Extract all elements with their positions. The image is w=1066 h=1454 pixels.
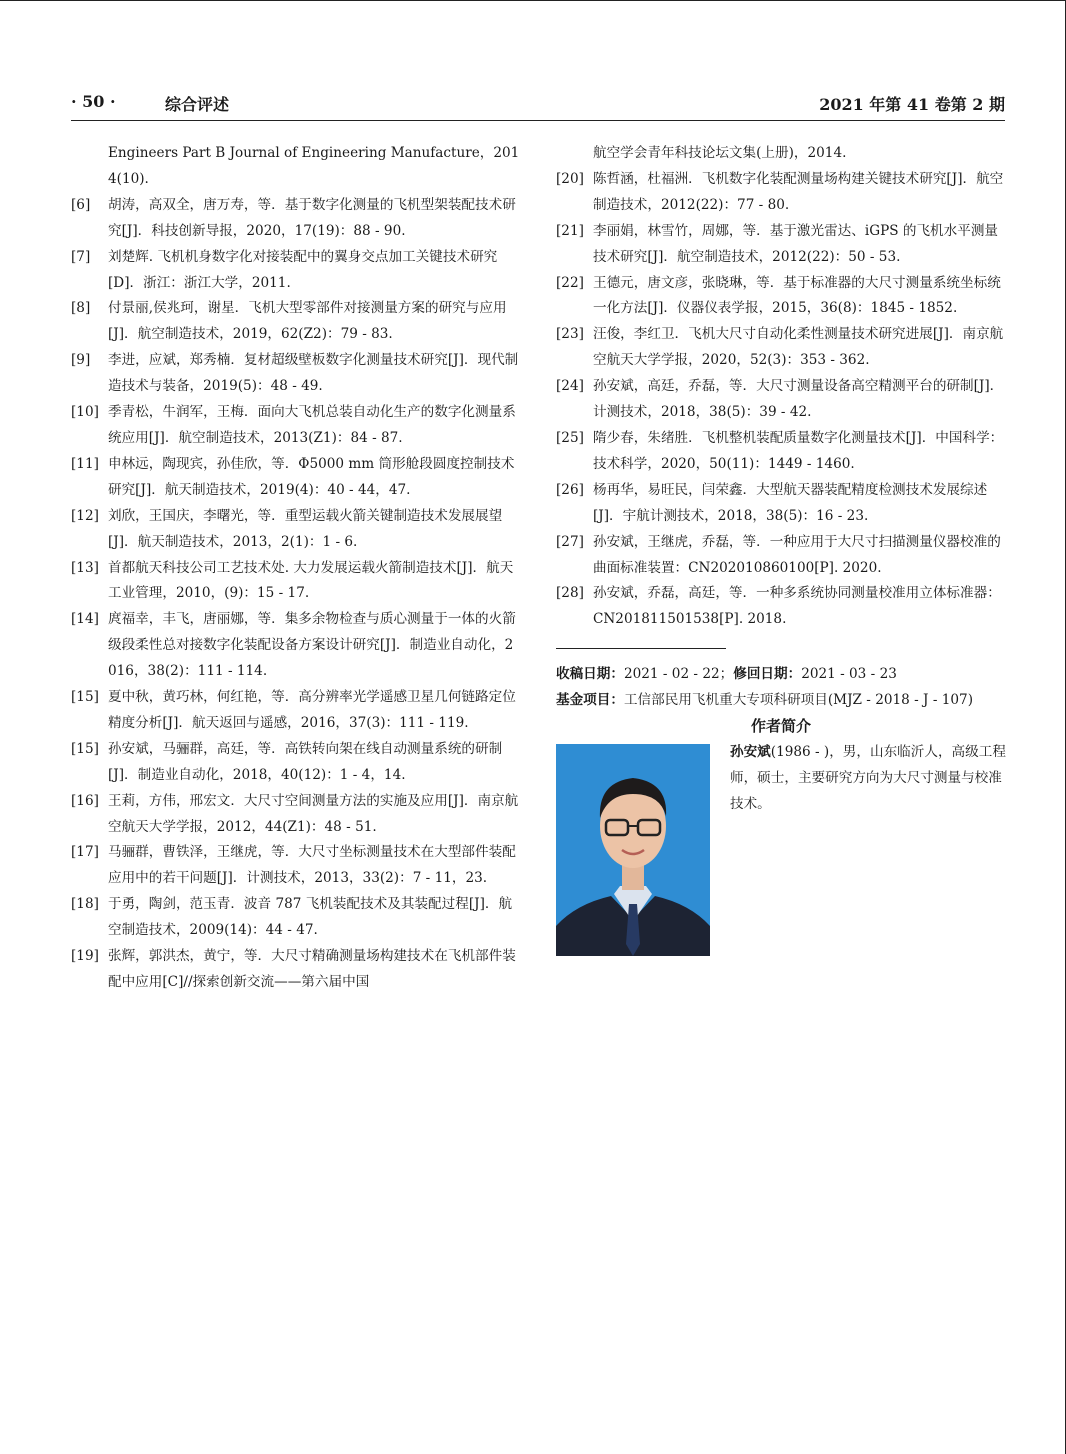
reference-item [71, 193, 520, 245]
reference-item [71, 789, 520, 841]
reference-text: 孙安斌，马骊群，高廷，等．高铁转向架在线自动测量系统的研制[J]．制造业自动化，2018，40(12)：1 - 4，14. [108, 740, 503, 783]
reference-text: 申林远，陶现宾，孙佳欣，等．Φ5000 mm 筒形舱段圆度控制技术研究[J]．航天制造技术，2019(4)：40 - 44，47. [108, 455, 515, 498]
author-bio-title: 作者简介 [750, 717, 811, 736]
reference-item [71, 892, 520, 944]
reference-item [556, 141, 1006, 167]
reference-text: 汪俊，李红卫．飞机大尺寸自动化柔性测量技术研究进展[J]．南京航空航天大学学报，2020，52(3)：353 - 362. [593, 326, 1004, 369]
reference-text: 刘欣，王国庆，李曙光，等．重型运载火箭关键制造技术发展展望[J]．航天制造技术，2013，2(1)：1 - 6. [108, 507, 503, 550]
reference-number: [11] [71, 455, 99, 472]
separator-rule [556, 648, 726, 649]
reference-text: 孙安斌，乔磊，高廷，等．一种多系统协同测量校准用立体标准器：CN201811501538[P]. 2018. [593, 585, 1001, 628]
reference-text: 季青松，牛润军，王梅．面向大飞机总装自动化生产的数字化测量系统应用[J]．航空制造技术，2013(Z1)：84 - 87. [108, 404, 516, 446]
issue-label: 2021 年第 41 卷第 2 期 [819, 95, 1005, 114]
reference-item [556, 271, 1006, 323]
dates-line [556, 662, 1006, 688]
fund-value: 工信部民用飞机重大专项科研项目(MJZ - 2018 - J - 107) [623, 692, 973, 709]
reference-text: 陈哲涵，杜福洲．飞机数字化装配测量场构建关键技术研究[J]．航空制造技术，2012(22)：77 - 80. [593, 170, 1004, 213]
header-rule [71, 120, 1005, 121]
reference-text: 杨再华，易旺民，闫荣鑫．大型航天器装配精度检测技术发展综述[J]．宇航计测技术，2018，38(5)：16 - 23. [593, 481, 988, 524]
author-photo [556, 744, 710, 956]
reference-item [71, 607, 520, 685]
reference-text: 刘楚辉. 飞机机身数字化对接装配中的翼身交点加工关键技术研究[D]．浙江：浙江大学，2011. [108, 248, 498, 291]
reference-item [556, 167, 1006, 219]
reference-number: [16] [71, 792, 99, 809]
reference-number: [13] [71, 559, 99, 576]
page-number: · 50 · [71, 92, 116, 111]
reference-text: 付景丽,侯兆珂，谢星．飞机大型零部件对接测量方案的研究与应用[J]．航空制造技术，2019，62(Z2)：79 - 83. [108, 300, 507, 343]
reference-item [71, 245, 520, 297]
reference-text: Engineers Part B Journal of Engineering Manufacture，2014(10). [108, 145, 520, 187]
references-right-list [556, 141, 1006, 633]
reference-text: 隋少春，朱绪胜．飞机整机装配质量数字化测量技术[J]．中国科学：技术科学，2020，50(11)：1449 - 1460. [593, 429, 1004, 472]
reference-item [556, 219, 1006, 271]
reference-item [71, 296, 520, 348]
reference-number: [12] [71, 507, 99, 524]
reference-number: [15] [71, 740, 99, 757]
reference-item [71, 504, 520, 556]
author-name: 孙安斌 [730, 744, 771, 761]
fund-label: 基金项目： [556, 692, 624, 709]
reference-item [71, 737, 520, 789]
reference-item [556, 426, 1006, 478]
reference-text: 王莉，方伟，邢宏文．大尺寸空间测量方法的实施及应用[J]．南京航空航天大学学报，2012，44(Z1)：48 - 51. [108, 792, 519, 835]
reference-number: [27] [556, 533, 584, 550]
reference-item [556, 478, 1006, 530]
reference-text: 王德元，唐文彦，张晓琳，等．基于标准器的大尺寸测量系统坐标统一化方法[J]．仪器仪表学报，2015，36(8)：1845 - 1852. [593, 274, 1001, 317]
reference-number: [20] [556, 170, 584, 187]
reference-number: [19] [71, 948, 99, 965]
reference-text: 李进，应斌，郑秀楠．复材超级壁板数字化测量技术研究[J]．现代制造技术与装备，2019(5)：48 - 49. [108, 352, 519, 395]
reference-item [71, 556, 520, 608]
reference-item [556, 581, 1006, 633]
reference-number: [26] [556, 481, 584, 498]
reference-number: [6] [71, 196, 91, 213]
reference-item [71, 348, 520, 400]
reference-number: [10] [71, 404, 99, 421]
reference-number: [21] [556, 222, 584, 239]
reference-item [71, 944, 520, 996]
reference-text: 孙安斌，高廷，乔磊，等．大尺寸测量设备高空精测平台的研制[J]．计测技术，2018，38(5)：39 - 42. [593, 378, 1004, 421]
revised-label: 修回日期： [733, 666, 802, 683]
reference-item [556, 322, 1006, 374]
reference-text: 胡涛，高双全，唐万寿，等．基于数字化测量的飞机型架装配技术研究[J]．科技创新导报，2020，17(19)：88 - 90. [108, 196, 516, 239]
reference-text: 李丽娟，林雪竹，周娜，等．基于激光雷达、iGPS 的飞机水平测量技术研究[J]．航空制造技术，2012(22)：50 - 53. [593, 222, 999, 265]
reference-text: 航空学会青年科技论坛文集(上册)，2014. [593, 145, 847, 161]
reference-number: [17] [71, 844, 99, 861]
section-title: 综合评述 [165, 95, 230, 114]
reference-number: [7] [71, 248, 91, 265]
reference-number: [14] [71, 611, 99, 628]
author-bio [556, 740, 1006, 970]
author-description: (1986 - )，男，山东临沂人，高级工程师，硕士，主要研究方向为大尺寸测量与校准技术。 [730, 744, 1006, 812]
reference-number: [22] [556, 274, 584, 291]
reference-item [71, 452, 520, 504]
author-bio-text [730, 740, 1006, 818]
page-border-top [0, 0, 1066, 1]
reference-text: 马骊群，曹铁泽，王继虎，等．大尺寸坐标测量技术在大型部件装配应用中的若干问题[J]．计测技术，2013，33(2)：7 - 11，23. [108, 844, 516, 887]
reference-text: 张辉，郭洪杰，黄宁，等．大尺寸精确测量场构建技术在飞机部件装配中应用[C]//探索创新交流——第六届中国 [108, 948, 516, 990]
reference-text: 夏中秋，黄巧林，何红艳，等．高分辨率光学遥感卫星几何链路定位精度分析[J]．航天返回与遥感，2016，37(3)：111 - 119. [108, 689, 516, 731]
received-label: 收稿日期： [556, 666, 624, 683]
reference-number: [24] [556, 378, 584, 395]
reference-number: [18] [71, 896, 99, 913]
reference-item [71, 141, 520, 193]
reference-item [71, 400, 520, 452]
reference-number: [23] [556, 326, 584, 343]
references-right-column [556, 141, 1006, 970]
reference-number: [25] [556, 429, 584, 446]
reference-text: 孙安斌，王继虎，乔磊，等．一种应用于大尺寸扫描测量仪器校准的曲面标准装置：CN202010860100[P]. 2020. [593, 533, 1001, 576]
reference-text: 于勇，陶剑，范玉青．波音 787 飞机装配技术及其装配过程[J]．航空制造技术，2009(14)：44 - 47. [108, 896, 513, 939]
reference-text: 庹福幸，丰飞，唐丽娜，等．集多余物检查与质心测量于一体的火箭级段柔性总对接数字化装配设备方案设计研究[J]．制造业自动化，2016，38(2)：111 - 114. [108, 611, 516, 680]
reference-number: [9] [71, 352, 91, 369]
reference-item [556, 530, 1006, 582]
reference-number: [28] [556, 585, 584, 602]
reference-text: 首都航天科技公司工艺技术处. 大力发展运载火箭制造技术[J]．航天工业管理，2010，(9)：15 - 17. [108, 559, 514, 602]
references-left-column [71, 141, 520, 996]
received-date: 2021 - 02 - 22； [623, 666, 734, 683]
page-header [71, 92, 1005, 116]
reference-number: [15] [71, 689, 99, 706]
reference-item [71, 685, 520, 737]
reference-item [556, 374, 1006, 426]
reference-number: [8] [71, 300, 91, 317]
reference-item [71, 840, 520, 892]
revised-date: 2021 - 03 - 23 [801, 666, 897, 683]
fund-line [556, 688, 1006, 714]
